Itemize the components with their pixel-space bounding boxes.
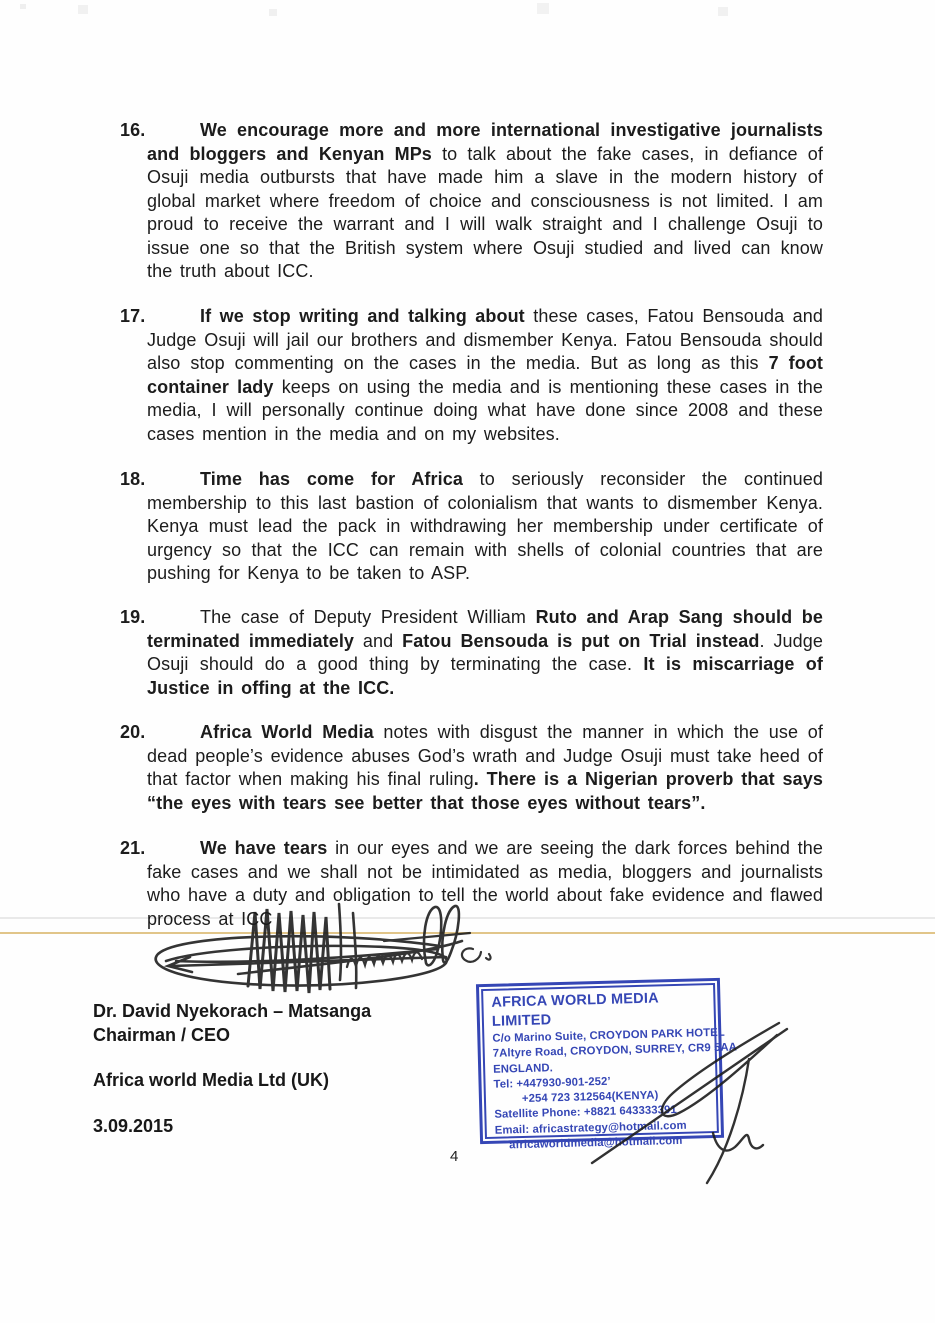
stamp-address-line: 7Altyre Road, CROYDON, SURREY, CR9 5AA (492, 1041, 738, 1061)
stamp-address-line: C/o Marino Suite, CROYDON PARK HOTEL (492, 1026, 725, 1045)
paragraph-text: We have tears in our eyes and we are seeing the dark forces behind the fake cases and we shall not be intimidated as media, bloggers and journalists who have a duty and obligation to tell the world about fake evidence and flawed process at ICC (147, 838, 823, 929)
paragraph-text: We encourage more and more international investigative journalists and bloggers and Kenyan MPs to talk about the fake cases, in defiance of Osuji media outbursts that have made him a slave in the modern history of global market where freedom of choice and consciousness is not limited. I am proud to receive the warrant and I will walk straight and I challenge Osuji to issue one so that the British system where Osuji studied and lived can know the truth about ICC. (147, 120, 824, 281)
paragraph-number: 18. (120, 469, 146, 489)
paragraph-text: Africa World Media notes with disgust the manner in which the use of dead people’s evidence abuses God’s wrath and Judge Osuji must take heed of that factor when making his final ruling. There is a Nigerian proverb that says “the eyes with tears see better that those eyes without tears”. (147, 722, 823, 813)
signer-block (93, 999, 371, 1138)
page-number: 4 (450, 1148, 459, 1165)
company-stamp (476, 978, 738, 1152)
stamp-company-name: AFRICA WORLD MEDIA LIMITED (491, 990, 659, 1030)
paragraph-16 (120, 119, 824, 284)
paragraph-20 (120, 721, 823, 815)
paragraph-21 (120, 837, 823, 931)
scan-artifact-line-tan (0, 932, 935, 934)
paragraph-text: If we stop writing and talking about these cases, Fatou Bensouda and Judge Osuji will jail our brothers and dismember Kenya. Fatou Bensouda should also stop commenting on the cases in the media. But as long as this 7 foot container lady keeps on using the media and is mentioning these cases in the media, I will personally continue doing what have done since 2008 and these cases mention in the media and on my websites. (147, 306, 824, 444)
stamp-address-line: ENGLAND. (493, 1061, 554, 1076)
stamp-phone-line: +254 723 312564(KENYA) (521, 1089, 659, 1106)
paragraph-number: 21. (120, 838, 146, 858)
paragraph-number: 20. (120, 722, 146, 742)
stamp-email-line: africaworldmedia@hotmail.com (509, 1134, 683, 1152)
document-date: 3.09.2015 (93, 1116, 174, 1136)
paragraph-19 (120, 606, 824, 700)
stamp-phone-line: Satellite Phone: +8821 643333391 (494, 1104, 677, 1122)
paragraph-17 (120, 305, 824, 446)
paragraph-number: 16. (120, 120, 146, 140)
stamp-email-line: Email: africastrategy@hotmail.com (494, 1119, 687, 1137)
paragraph-number: 19. (120, 607, 146, 627)
paragraph-18 (120, 468, 824, 586)
paragraph-text: The case of Deputy President William Ruto and Arap Sang should be terminated immediately and Fatou Bensouda is put on Trial instead. Judge Osuji should do a good thing by terminating the case. It is miscarriage of Justice in offing at the ICC. (147, 607, 824, 698)
signer-title: Chairman / CEO (93, 1025, 231, 1045)
scan-smudge (20, 4, 26, 9)
stamp-phone-line: Tel: +447930-901-252’ (493, 1075, 611, 1091)
signer-name: Dr. David Nyekorach – Matsanga (93, 1001, 372, 1021)
paragraph-text: Time has come for Africa to seriously reconsider the continued membership to this last bastion of colonialism that wants to dismember Kenya. Kenya must lead the pack in withdrawing her membership under certificate of urgency so that the ICC can remain with shells of colonial countries that are pushing for Kenya to be taken to ASP. (147, 469, 824, 583)
paragraph-number: 17. (120, 306, 146, 326)
signer-company: Africa world Media Ltd (UK) (93, 1070, 330, 1090)
company-stamp-inner-border (481, 983, 738, 1152)
